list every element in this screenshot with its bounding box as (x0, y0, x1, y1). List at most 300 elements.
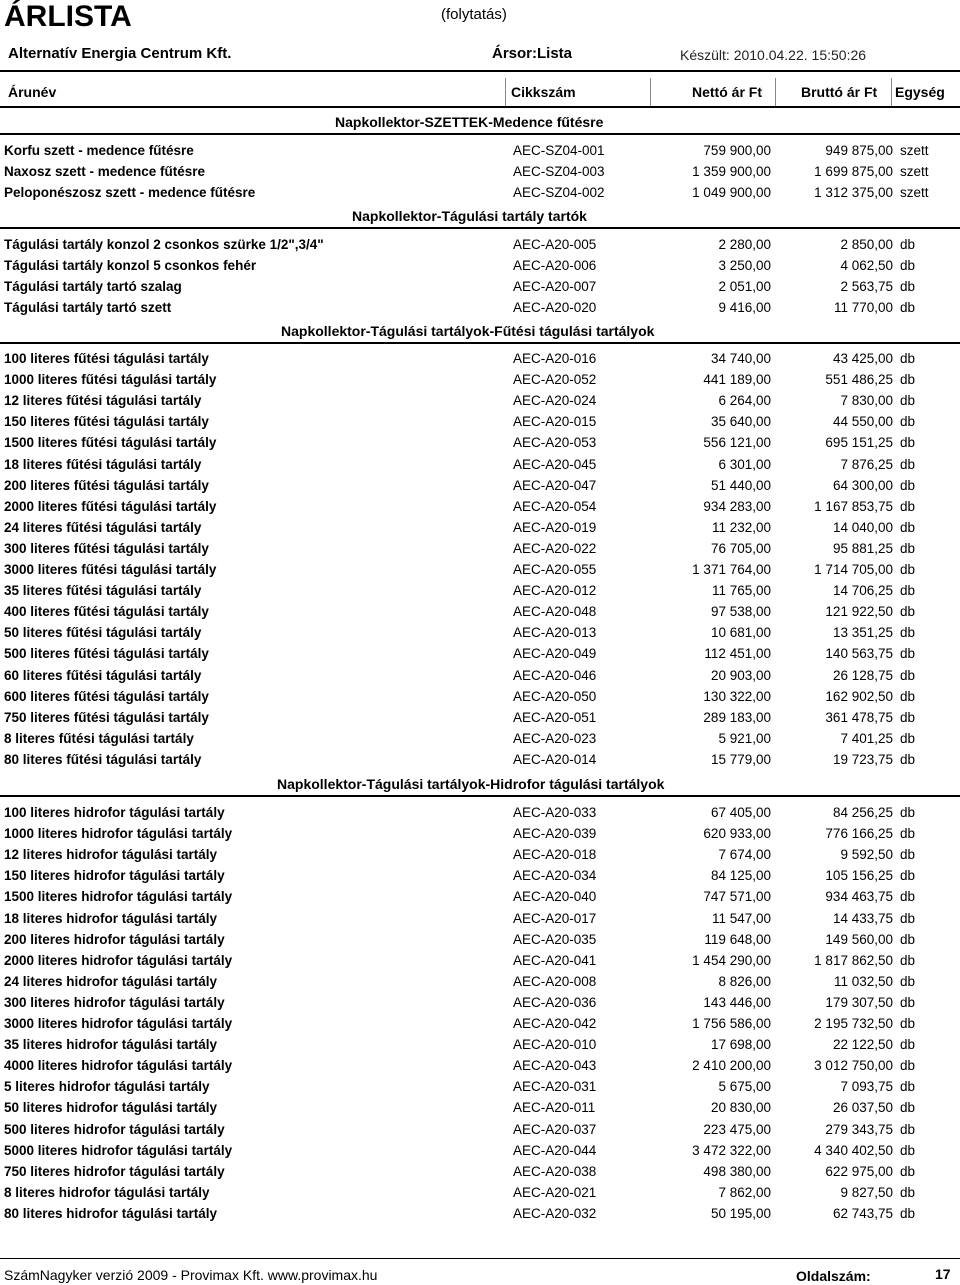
cell-net: 2 280,00 (718, 237, 771, 252)
table-row (0, 686, 960, 707)
cell-gross: 2 850,00 (840, 237, 893, 252)
footer-page-label: Oldalszám: (796, 1268, 871, 1284)
cell-name: 150 literes hidrofor tágulási tartály (4, 868, 225, 884)
cell-unit: db (900, 826, 916, 842)
cell-name: 24 literes hidrofor tágulási tartály (4, 973, 218, 989)
table-row (0, 496, 960, 517)
created-timestamp: Készült: 2010.04.22. 15:50:26 (680, 47, 867, 63)
cell-name: 80 literes hidrofor tágulási tartály (4, 1205, 218, 1221)
cell-gross: 14 706,25 (832, 583, 893, 599)
cell-code: AEC-A20-020 (513, 300, 597, 316)
cell-code: AEC-A20-037 (513, 1121, 597, 1137)
cell-code: AEC-A20-036 (513, 994, 597, 1010)
cell-gross: 162 902,50 (825, 688, 893, 704)
cell-net: 1 049 900,00 (692, 185, 771, 201)
cell-name: 50 literes fűtési tágulási tartály (4, 625, 202, 641)
cell-unit: db (900, 351, 916, 366)
cell-gross: 1 817 862,50 (814, 952, 893, 968)
cell-code: AEC-A20-014 (513, 751, 597, 767)
column-separator (891, 78, 892, 106)
cell-gross: 64 300,00 (832, 477, 893, 493)
table-row (0, 234, 960, 255)
cell-unit: db (900, 1184, 916, 1200)
cell-name: 2000 literes fűtési tágulási tartály (4, 498, 217, 514)
cell-gross: 7 830,00 (840, 393, 893, 409)
column-header-code: Cikkszám (511, 84, 576, 100)
table-row (0, 749, 960, 770)
cell-unit: db (900, 730, 916, 746)
cell-net: 130 322,00 (703, 688, 771, 704)
table-row (0, 517, 960, 538)
cell-code: AEC-A20-049 (513, 646, 597, 662)
cell-net: 112 451,00 (704, 646, 771, 662)
column-header-net: Nettó ár Ft (692, 84, 762, 100)
cell-name: 1000 literes fűtési tágulási tartály (4, 372, 217, 388)
cell-net: 441 189,00 (703, 372, 771, 388)
cell-code: AEC-SZ04-003 (513, 164, 605, 180)
section-title: Napkollektor-Tágulási tartály tartók (352, 208, 587, 224)
cell-name: 300 literes fűtési tágulási tartály (4, 540, 209, 556)
table-row (0, 276, 960, 297)
cell-unit: db (900, 477, 916, 493)
cell-name: 1500 literes hidrofor tágulási tartály (4, 889, 233, 905)
cell-gross: 84 256,25 (832, 805, 893, 820)
table-row (0, 823, 960, 844)
cell-code: AEC-A20-022 (513, 540, 597, 556)
cell-code: AEC-A20-051 (513, 709, 597, 725)
cell-unit: db (900, 1121, 916, 1137)
cell-name: 1500 literes fűtési tágulási tartály (4, 435, 217, 451)
cell-code: AEC-A20-010 (513, 1037, 597, 1053)
cell-net: 7 862,00 (718, 1184, 771, 1200)
table-row (0, 559, 960, 580)
table-row (0, 950, 960, 971)
table-row (0, 432, 960, 453)
cell-gross: 19 723,75 (832, 751, 893, 767)
cell-code: AEC-A20-013 (513, 625, 597, 641)
section-title: Napkollektor-Tágulási tartályok-Hidrofor tágulási tartályok (277, 776, 665, 792)
cell-gross: 105 156,25 (825, 868, 893, 884)
cell-code: AEC-A20-031 (513, 1079, 597, 1095)
cell-net: 3 250,00 (718, 258, 771, 274)
cell-gross: 622 975,00 (825, 1163, 893, 1179)
cell-name: 5000 literes hidrofor tágulási tartály (4, 1142, 233, 1158)
cell-unit: db (900, 1205, 916, 1221)
cell-net: 67 405,00 (710, 805, 771, 820)
cell-unit: db (900, 300, 916, 316)
cell-unit: db (900, 1016, 916, 1031)
table-row (0, 454, 960, 475)
cell-net: 50 195,00 (710, 1205, 771, 1221)
table-row (0, 538, 960, 559)
cell-unit: db (900, 973, 916, 989)
cell-code: AEC-A20-053 (513, 435, 597, 451)
cell-unit: db (900, 1142, 916, 1158)
table-row (0, 1203, 960, 1224)
cell-unit: db (900, 1163, 916, 1179)
table-row (0, 971, 960, 992)
cell-net: 119 648,00 (704, 931, 771, 947)
cell-gross: 7 401,25 (840, 730, 893, 746)
cell-name: 200 literes hidrofor tágulási tartály (4, 931, 225, 947)
cell-unit: db (900, 498, 916, 514)
cell-name: 50 literes hidrofor tágulási tartály (4, 1100, 218, 1116)
cell-name: Tágulási tartály tartó szalag (4, 279, 182, 295)
cell-name: 500 literes fűtési tágulási tartály (4, 646, 209, 662)
cell-name: 400 literes fűtési tágulási tartály (4, 604, 209, 620)
table-row (0, 908, 960, 929)
table-row (0, 865, 960, 886)
cell-unit: db (900, 435, 916, 451)
cell-name: 4000 literes hidrofor tágulási tartály (4, 1058, 233, 1074)
table-row (0, 297, 960, 318)
cell-net: 759 900,00 (703, 143, 771, 158)
cell-net: 20 903,00 (710, 667, 771, 683)
table-row (0, 1119, 960, 1140)
cell-net: 289 183,00 (703, 709, 771, 725)
cell-unit: db (900, 414, 916, 430)
cell-name: 60 literes fűtési tágulási tartály (4, 667, 202, 683)
cell-unit: db (900, 751, 916, 767)
cell-net: 223 475,00 (703, 1121, 771, 1137)
cell-unit: db (900, 625, 916, 641)
column-separator (650, 78, 651, 106)
cell-name: 18 literes fűtési tágulási tartály (4, 456, 202, 472)
cell-net: 143 446,00 (703, 994, 771, 1010)
table-row (0, 802, 960, 823)
cell-unit: db (900, 805, 916, 820)
cell-name: 500 literes hidrofor tágulási tartály (4, 1121, 225, 1137)
cell-unit: db (900, 688, 916, 704)
cell-code: AEC-A20-041 (513, 952, 597, 968)
cell-name: 200 literes fűtési tágulási tartály (4, 477, 209, 493)
cell-gross: 26 128,75 (832, 667, 893, 683)
cell-name: 8 literes hidrofor tágulási tartály (4, 1184, 210, 1200)
cell-unit: szett (900, 185, 929, 201)
cell-code: AEC-A20-008 (513, 973, 597, 989)
cell-unit: db (900, 540, 916, 556)
cell-unit: db (900, 952, 916, 968)
cell-unit: db (900, 1100, 916, 1116)
cell-unit: db (900, 646, 916, 662)
table-row (0, 580, 960, 601)
cell-unit: db (900, 279, 916, 295)
table-row (0, 622, 960, 643)
cell-code: AEC-A20-005 (513, 237, 597, 252)
table-row (0, 1140, 960, 1161)
cell-gross: 43 425,00 (832, 351, 893, 366)
cell-gross: 695 151,25 (825, 435, 893, 451)
cell-unit: db (900, 393, 916, 409)
cell-net: 34 740,00 (710, 351, 771, 366)
footer-divider (0, 1258, 960, 1259)
cell-code: AEC-A20-006 (513, 258, 597, 274)
cell-code: AEC-A20-045 (513, 456, 597, 472)
cell-net: 6 264,00 (718, 393, 771, 409)
cell-net: 9 416,00 (718, 300, 771, 316)
cell-gross: 140 563,75 (825, 646, 893, 662)
cell-code: AEC-A20-032 (513, 1205, 597, 1221)
cell-gross: 26 037,50 (832, 1100, 893, 1116)
cell-name: 18 literes hidrofor tágulási tartály (4, 910, 218, 926)
column-header-gross: Bruttó ár Ft (801, 84, 878, 100)
cell-unit: szett (900, 164, 929, 180)
cell-code: AEC-A20-021 (513, 1184, 597, 1200)
cell-gross: 1 312 375,00 (814, 185, 893, 201)
cell-code: AEC-A20-034 (513, 868, 597, 884)
table-row (0, 140, 960, 161)
cell-net: 11 547,00 (711, 910, 771, 926)
cell-code: AEC-A20-035 (513, 931, 597, 947)
price-list-label: Ársor:Lista (492, 45, 573, 62)
cell-name: 8 literes fűtési tágulási tartály (4, 730, 194, 746)
cell-gross: 179 307,50 (825, 994, 893, 1010)
cell-code: AEC-A20-047 (513, 477, 597, 493)
cell-gross: 11 032,50 (833, 973, 893, 989)
cell-gross: 776 166,25 (825, 826, 893, 842)
cell-code: AEC-A20-044 (513, 1142, 597, 1158)
cell-net: 35 640,00 (710, 414, 771, 430)
cell-net: 1 454 290,00 (692, 952, 771, 968)
cell-gross: 95 881,25 (832, 540, 893, 556)
cell-unit: db (900, 1037, 916, 1053)
cell-net: 2 410 200,00 (692, 1058, 771, 1074)
cell-name: Naxosz szett - medence fűtésre (4, 164, 206, 180)
cell-net: 84 125,00 (710, 868, 771, 884)
cell-gross: 4 340 402,50 (814, 1142, 893, 1158)
section-header (0, 205, 960, 229)
cell-net: 5 921,00 (718, 730, 771, 746)
table-row (0, 1013, 960, 1034)
cell-code: AEC-A20-017 (513, 910, 597, 926)
section-title: Napkollektor-SZETTEK-Medence fűtésre (335, 114, 604, 130)
cell-code: AEC-A20-018 (513, 847, 597, 863)
cell-name: 600 literes fűtési tágulási tartály (4, 688, 209, 704)
table-row (0, 601, 960, 622)
cell-gross: 551 486,25 (825, 372, 893, 388)
cell-name: Tágulási tartály tartó szett (4, 300, 172, 316)
cell-name: 3000 literes hidrofor tágulási tartály (4, 1016, 233, 1031)
cell-net: 620 933,00 (703, 826, 771, 842)
cell-gross: 279 343,75 (825, 1121, 893, 1137)
cell-net: 11 765,00 (711, 583, 771, 599)
cell-unit: db (900, 456, 916, 472)
table-row (0, 1097, 960, 1118)
cell-code: AEC-SZ04-002 (513, 185, 605, 201)
table-row (0, 475, 960, 496)
cell-code: AEC-A20-050 (513, 688, 597, 704)
cell-net: 934 283,00 (703, 498, 771, 514)
cell-name: 1000 literes hidrofor tágulási tartály (4, 826, 233, 842)
cell-name: 300 literes hidrofor tágulási tartály (4, 994, 225, 1010)
cell-net: 8 826,00 (718, 973, 771, 989)
cell-unit: db (900, 562, 916, 577)
cell-name: Tágulási tartály konzol 5 csonkos fehér (4, 258, 257, 274)
cell-gross: 1 699 875,00 (814, 164, 893, 180)
cell-code: AEC-SZ04-001 (513, 143, 605, 158)
cell-gross: 1 714 705,00 (814, 562, 893, 577)
cell-gross: 62 743,75 (832, 1205, 893, 1221)
cell-net: 1 359 900,00 (692, 164, 771, 180)
cell-unit: db (900, 931, 916, 947)
page-subtitle: (folytatás) (441, 6, 507, 23)
cell-code: AEC-A20-042 (513, 1016, 597, 1031)
cell-gross: 121 922,50 (825, 604, 893, 620)
cell-unit: db (900, 604, 916, 620)
section-header (0, 773, 960, 797)
cell-unit: db (900, 258, 916, 274)
cell-gross: 2 563,75 (840, 279, 893, 295)
table-row (0, 390, 960, 411)
cell-code: AEC-A20-038 (513, 1163, 597, 1179)
cell-code: AEC-A20-023 (513, 730, 597, 746)
cell-net: 10 681,00 (710, 625, 771, 641)
cell-unit: db (900, 847, 916, 863)
section-header (0, 111, 960, 135)
table-row (0, 728, 960, 749)
table-row (0, 1182, 960, 1203)
section-title: Napkollektor-Tágulási tartályok-Fűtési tágulási tartályok (281, 323, 655, 339)
cell-name: 3000 literes fűtési tágulási tartály (4, 562, 217, 577)
cell-code: AEC-A20-054 (513, 498, 597, 514)
cell-unit: db (900, 372, 916, 388)
table-row (0, 1034, 960, 1055)
cell-gross: 1 167 853,75 (814, 498, 893, 514)
cell-unit: db (900, 237, 916, 252)
cell-gross: 361 478,75 (825, 709, 893, 725)
cell-unit: db (900, 889, 916, 905)
cell-gross: 934 463,75 (825, 889, 893, 905)
table-row (0, 665, 960, 686)
cell-name: Tágulási tartály konzol 2 csonkos szürke 1/2",3/4" (4, 237, 324, 252)
cell-unit: db (900, 994, 916, 1010)
table-row (0, 1161, 960, 1182)
cell-net: 51 440,00 (710, 477, 771, 493)
header-divider-bottom (0, 106, 960, 108)
cell-net: 1 756 586,00 (692, 1016, 771, 1031)
table-row (0, 255, 960, 276)
cell-gross: 14 433,75 (832, 910, 893, 926)
cell-code: AEC-A20-033 (513, 805, 597, 820)
column-separator (775, 78, 776, 106)
cell-unit: db (900, 1058, 916, 1074)
cell-unit: db (900, 868, 916, 884)
table-row (0, 182, 960, 203)
cell-unit: db (900, 667, 916, 683)
cell-gross: 7 093,75 (840, 1079, 893, 1095)
cell-name: Korfu szett - medence fűtésre (4, 143, 194, 158)
company-name: Alternatív Energia Centrum Kft. (8, 45, 232, 62)
cell-net: 6 301,00 (718, 456, 771, 472)
cell-net: 11 232,00 (711, 519, 771, 535)
cell-gross: 9 827,50 (840, 1184, 893, 1200)
cell-gross: 22 122,50 (832, 1037, 893, 1053)
table-row (0, 1076, 960, 1097)
cell-name: 5 literes hidrofor tágulási tartály (4, 1079, 210, 1095)
cell-code: AEC-A20-055 (513, 562, 597, 577)
cell-gross: 9 592,50 (840, 847, 893, 863)
cell-code: AEC-A20-016 (513, 351, 597, 366)
cell-net: 15 779,00 (710, 751, 771, 767)
cell-gross: 13 351,25 (832, 625, 893, 641)
cell-net: 556 121,00 (703, 435, 771, 451)
cell-name: 750 literes fűtési tágulási tartály (4, 709, 209, 725)
cell-net: 747 571,00 (703, 889, 771, 905)
cell-gross: 14 040,00 (832, 519, 893, 535)
column-header-unit: Egység (895, 84, 945, 100)
cell-code: AEC-A20-046 (513, 667, 597, 683)
cell-gross: 11 770,00 (833, 300, 893, 316)
cell-unit: szett (900, 143, 929, 158)
cell-net: 3 472 322,00 (692, 1142, 771, 1158)
cell-unit: db (900, 709, 916, 725)
cell-name: 750 literes hidrofor tágulási tartály (4, 1163, 225, 1179)
table-row (0, 844, 960, 865)
cell-unit: db (900, 519, 916, 535)
cell-name: 2000 literes hidrofor tágulási tartály (4, 952, 233, 968)
cell-name: 80 literes fűtési tágulási tartály (4, 751, 202, 767)
cell-code: AEC-A20-011 (513, 1100, 596, 1116)
cell-name: 100 literes hidrofor tágulási tartály (4, 805, 225, 820)
cell-code: AEC-A20-043 (513, 1058, 597, 1074)
cell-name: 100 literes fűtési tágulási tartály (4, 351, 209, 366)
cell-net: 7 674,00 (718, 847, 771, 863)
cell-gross: 149 560,00 (825, 931, 893, 947)
section-header (0, 320, 960, 344)
cell-unit: db (900, 910, 916, 926)
cell-code: AEC-A20-007 (513, 279, 597, 295)
cell-code: AEC-A20-024 (513, 393, 597, 409)
cell-name: 12 literes hidrofor tágulási tartály (4, 847, 218, 863)
footer-version: SzámNagyker verzió 2009 - Provimax Kft. www.provimax.hu (4, 1267, 378, 1283)
cell-gross: 4 062,50 (840, 258, 893, 274)
cell-unit: db (900, 1079, 916, 1095)
table-row (0, 929, 960, 950)
table-row (0, 1055, 960, 1076)
header-divider-top (0, 70, 960, 72)
table-row (0, 707, 960, 728)
cell-code: AEC-A20-012 (513, 583, 597, 599)
table-row (0, 161, 960, 182)
table-row (0, 369, 960, 390)
cell-code: AEC-A20-052 (513, 372, 597, 388)
cell-gross: 949 875,00 (825, 143, 893, 158)
table-row (0, 643, 960, 664)
table-row (0, 348, 960, 369)
cell-net: 498 380,00 (703, 1163, 771, 1179)
cell-net: 2 051,00 (718, 279, 771, 295)
cell-name: 12 literes fűtési tágulási tartály (4, 393, 202, 409)
cell-name: Peloponészosz szett - medence fűtésre (4, 185, 256, 201)
cell-name: 150 literes fűtési tágulási tartály (4, 414, 209, 430)
cell-code: AEC-A20-040 (513, 889, 597, 905)
column-separator (505, 78, 506, 106)
cell-net: 20 830,00 (710, 1100, 771, 1116)
page-title: ÁRLISTA (4, 0, 132, 33)
cell-gross: 44 550,00 (832, 414, 893, 430)
cell-name: 24 literes fűtési tágulási tartály (4, 519, 202, 535)
cell-gross: 3 012 750,00 (814, 1058, 893, 1074)
table-row (0, 992, 960, 1013)
cell-net: 76 705,00 (710, 540, 771, 556)
footer-page-number: 17 (935, 1266, 951, 1282)
table-row (0, 886, 960, 907)
cell-net: 5 675,00 (718, 1079, 771, 1095)
cell-code: AEC-A20-048 (513, 604, 597, 620)
cell-unit: db (900, 583, 916, 599)
cell-code: AEC-A20-039 (513, 826, 597, 842)
cell-net: 97 538,00 (710, 604, 771, 620)
